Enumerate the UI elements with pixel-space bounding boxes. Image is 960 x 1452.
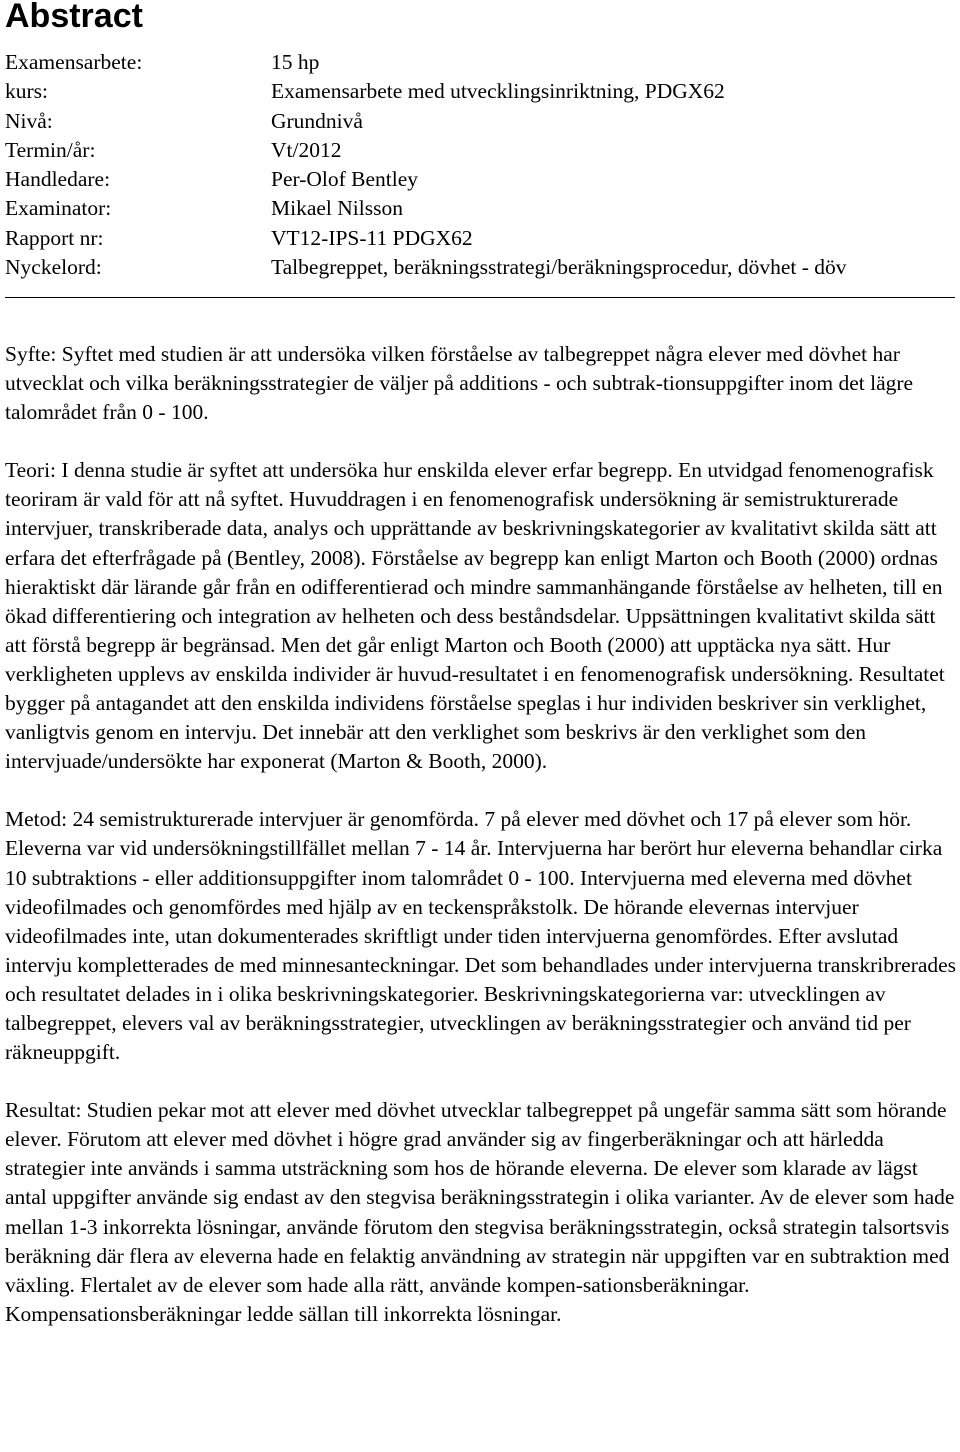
- metadata-label: Handledare:: [5, 167, 111, 192]
- metadata-table: [5, 48, 955, 282]
- metadata-row: [5, 77, 955, 106]
- metadata-value: Grundnivå: [271, 108, 363, 133]
- metadata-label: Examensarbete:: [5, 50, 143, 74]
- metadata-value: Per-Olof Bentley: [271, 167, 419, 192]
- metadata-row: [5, 107, 955, 136]
- metadata-value: Mikael Nilsson: [271, 196, 403, 221]
- metadata-row: [5, 253, 955, 282]
- metadata-value: Talbegreppet, beräkningsstrategi/beräkningsprocedur, dövhet - döv: [271, 255, 847, 280]
- divider: [5, 297, 955, 298]
- metadata-label: Examinator:: [5, 196, 112, 221]
- metadata-value: Examensarbete med utvecklingsinriktning, PDGX62: [271, 79, 725, 104]
- metadata-value: VT12-IPS-11 PDGX62: [271, 225, 473, 250]
- metadata-label: Nivå:: [5, 108, 53, 133]
- metadata-value: 15 hp: [271, 50, 320, 74]
- metadata-label: Nyckelord:: [5, 255, 102, 280]
- abstract-body: [5, 340, 960, 1358]
- metadata-label: Termin/år:: [5, 137, 96, 162]
- metadata-row: [5, 136, 955, 165]
- page-title: Abstract: [5, 0, 143, 35]
- section-resultat: Resultat: Studien pekar mot att elever med dövhet utvecklar talbegreppet på ungefär samma sätt som hörande elever. Förutom att elever med dövhet i högre grad använder sig av fingerberäkningar och att härledda strategier inte används i samma utsträckning som hos de hörande eleverna. De elever som klarade av lägst antal uppgifter använde sig endast av den stegvisa beräkningsstrategin i olika varianter. Av de elever som hade mellan 1-3 inkorrekta lösningar, använde förutom den stegvisa beräkningsstrategin, också strategin talsortsvis beräkning där flera av eleverna hade en felaktig användning av strategin när uppgiften var en subtraktion med växling. Flertalet av de elever som hade alla rätt, använde kompen-sationsberäkningar. Kompensationsberäkningar ledde sällan till inkorrekta lösningar.: [5, 1098, 955, 1326]
- metadata-row: [5, 224, 955, 253]
- section-syfte: Syfte: Syftet med studien är att undersöka vilken förståelse av talbegreppet några elever med dövhet har utvecklat och vilka beräkningsstrategier de väljer på additions - och subtrak-tionsuppgifter inom det lägre talområdet från 0 - 100.: [5, 342, 914, 425]
- section-teori: Teori: I denna studie är syftet att undersöka hur enskilda elever erfar begrepp. En utvidgad fenomenografisk teoriram är vald för att nå syftet. Huvuddragen i en fenomenografisk undersökning är semistrukturerade intervjuer, transkriberade data, analys och upprättande av beskrivningskategorier av kvalitativt skilda sätt att erfara det efterfrågade på (Bentley, 2008). Förståelse av begrepp kan enligt Marton och Booth (2000) ordnas hieraktiskt där lärande går från en odifferentierad och mindre sammanhängande förståelse av helheten, till en ökad differentiering och integration av helheten och dess beståndsdelar. Uppsättningen kvalitativt skilda sätt att förstå begrepp är begränsad. Men det går enligt Marton och Booth (2000) att upptäcka nya sätt. Hur verkligheten upplevs av enskilda individer är huvud-resultatet i en fenomenografisk undersökning. Resultatet bygger på antagandet att den enskilda individens förståelse speglas i hur individen beskriver sin verklighet, vanligtvis genom en intervju. Det innebär att den verklighet som beskrivs är den verklighet som den intervjuade/undersökte har exponerat (Marton & Booth, 2000).: [5, 458, 945, 774]
- metadata-row: [5, 194, 955, 223]
- metadata-value: Vt/2012: [271, 137, 342, 162]
- section-metod: Metod: 24 semistrukturerade intervjuer är genomförda. 7 på elever med dövhet och 17 på elever som hör. Eleverna var vid undersökningstillfället mellan 7 - 14 år. Intervjuerna har berört hur eleverna behandlar cirka 10 subtraktions - eller additionsuppgifter inom talområdet 0 - 100. Intervjuerna med eleverna med dövhet videofilmades och genomfördes med hjälp av en teckenspråkstolk. De hörande elevernas intervjuer videofilmades inte, utan dokumenterades skriftligt under tiden intervjuerna genomfördes. Efter avslutad intervju kompletterades de med minnesanteckningar. Det som behandlades under intervjuerna transkribrerades och resultatet delades in i olika beskrivningskategorier. Beskrivningskategorierna var: utvecklingen av talbegreppet, elevers val av beräkningsstrategier, utvecklingen av beräkningsstrategier och använd tid per räkneuppgift.: [5, 807, 957, 1065]
- metadata-label: Rapport nr:: [5, 225, 104, 250]
- metadata-label: kurs:: [5, 79, 48, 104]
- metadata-row: [5, 48, 955, 77]
- metadata-row: [5, 165, 955, 194]
